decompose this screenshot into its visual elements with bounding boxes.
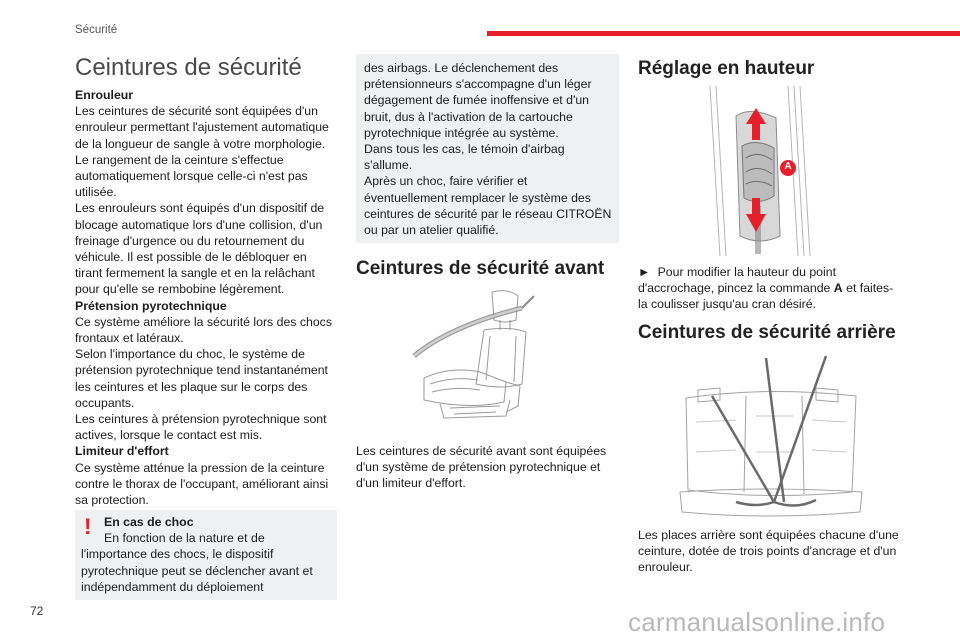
warning-text: En fonction de la nature et de l'importance des chocs, le dispositif pyrotechnique peut se déclencher avant et indépendamment du déploiement xyxy=(81,531,313,594)
page-title: Ceintures de sécurité xyxy=(75,54,302,81)
front-seat-belt-illustration xyxy=(410,286,544,422)
paragraph: des airbags. Le déclenchement des prétensionneurs s'accompagne d'un léger dégagement de fumée inoffensive et d'un bruit, dus à l'activation de la cartouche pyrotechnique intégrée au système. xyxy=(364,61,592,140)
continued-warning-box xyxy=(356,54,619,243)
paragraph: Les ceintures à prétension pyrotechnique sont actives, lorsque le contact est mis. xyxy=(75,412,327,443)
paragraph: Le rangement de la ceinture s'effectue automatiquement lorsque celle-ci n'est pas utilisée. xyxy=(75,152,308,200)
exclamation-icon: ! xyxy=(84,514,92,539)
watermark: carmanualsonline.info xyxy=(628,607,886,637)
height-adjustment-heading: Réglage en hauteur xyxy=(638,58,815,79)
paragraph: Dans tous les cas, le témoin d'airbag s'allume. xyxy=(364,142,565,173)
paragraph: Ce système atténue la pression de la ceinture contre le thorax de l'occupant, améliorant ainsi sa protection. xyxy=(75,460,329,508)
subheading: Enrouleur xyxy=(75,88,134,102)
rear-belts-caption: Les places arrière sont équipées chacune d'une ceinture, dotée de trois points d'ancrage et d'un enrouleur. xyxy=(638,528,899,575)
paragraph: Selon l'importance du choc, le système de prétension pyrotechnique tend instantanément les ceintures et les plaque sur le corps des occupants. xyxy=(75,347,328,410)
rear-seat-belts-illustration xyxy=(676,352,866,520)
paragraph: Ce système améliore la sécurité lors des chocs frontaux et latéraux. xyxy=(75,314,332,346)
paragraph: Les ceintures de sécurité sont équipées d'un enrouleur permettant l'ajustement automatique de la longueur de sangle à votre morphologie. xyxy=(75,104,329,151)
column1-body xyxy=(75,87,337,508)
front-belts-heading: Ceintures de sécurité avant xyxy=(356,258,605,279)
bullet-arrow-icon: ► xyxy=(638,265,651,279)
warning-title: En cas de choc xyxy=(104,515,194,529)
rear-belts-heading: Ceintures de sécurité arrière xyxy=(638,322,896,343)
front-belts-caption: Les ceintures de sécurité avant sont équipées d'un système de prétension pyrotechnique et d'un limiteur d'effort. xyxy=(356,444,607,491)
header-accent-bar xyxy=(487,31,960,36)
page-number: 72 xyxy=(30,604,44,618)
warning-box xyxy=(75,510,337,600)
figure-label-A: A xyxy=(784,161,792,172)
height-adjustment-instruction: ► Pour modifier la hauteur du point d'accrochage, pincez la commande A et faites-la coulisser jusqu'au cran désiré. xyxy=(638,265,894,312)
paragraph: Après un choc, faire vérifier et éventuellement remplacer le système des ceintures de sécurité par le réseau CITROËN ou par un atelier qualifié. xyxy=(364,174,612,238)
height-adjustment-illustration xyxy=(700,86,820,256)
subheading: Prétension pyrotechnique xyxy=(75,298,227,313)
paragraph: Les enrouleurs sont équipés d'un dispositif de blocage automatique lors d'une collision, d'un freinage d'urgence ou du retournement du véhicule. Il est possible de le débloquer en tirant fermement la sangle et en la relâchant pour qu'elle se rembobine légèrement. xyxy=(75,201,325,297)
subheading: Limiteur d'effort xyxy=(75,444,169,459)
header-section-label: Sécurité xyxy=(75,24,118,36)
